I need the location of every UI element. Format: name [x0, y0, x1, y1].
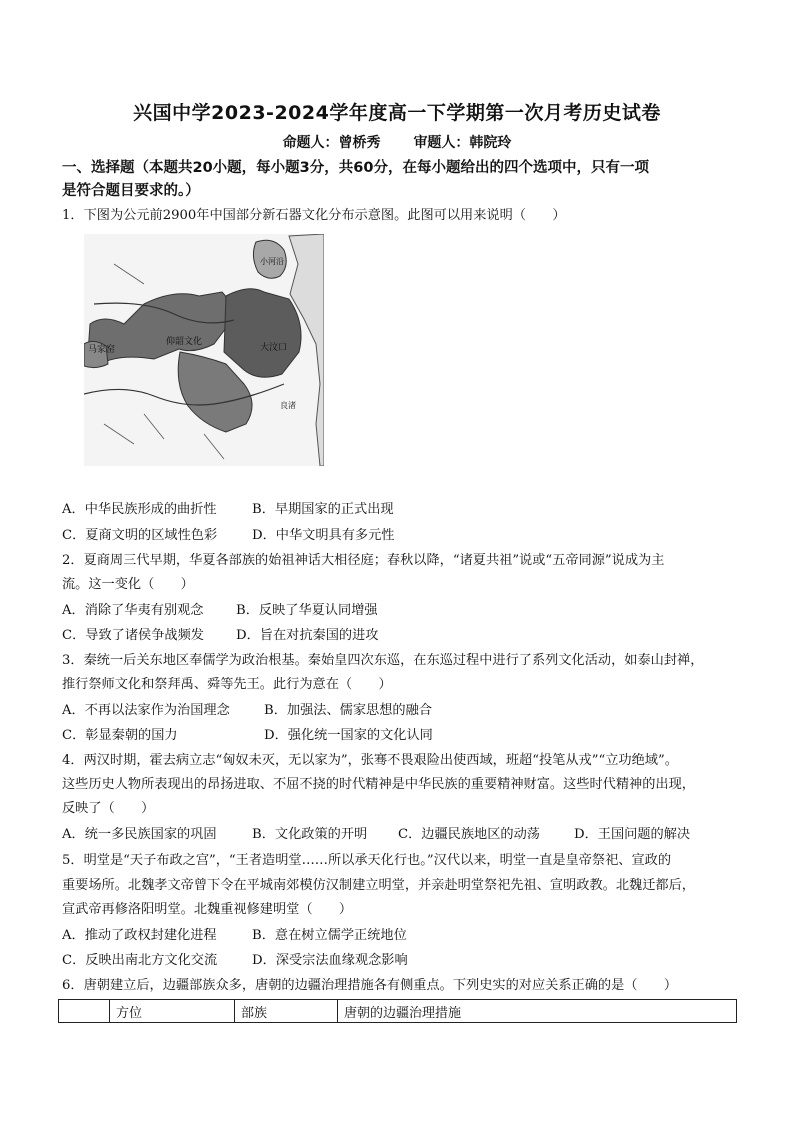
table-header-cell: 方位 — [110, 1000, 235, 1023]
q1-stem: 1．下图为公元前2900年中国部分新石器文化分布示意图。此图可以用来说明（ ） — [62, 208, 566, 223]
q5-stem-line3: 宣武帝再修洛阳明堂。北魏重视修建明堂（ ） — [62, 902, 353, 917]
map-label-majiayao: 马家窑 — [88, 345, 116, 355]
setter-name: 命题人：曾桥秀 — [282, 135, 381, 151]
q3-stem-line1: 3．秦统一后关东地区奉儒学为政治根基。秦始皇四次东巡，在东巡过程中进行了系列文化活动，如泰山封禅， — [62, 653, 704, 668]
exam-title: 兴国中学2023-2024学年度高一下学期第一次月考历史试卷 — [133, 102, 661, 124]
q4-option-d[interactable]: D．王国问题的解决 — [574, 827, 691, 842]
q5-stem-line2: 重要场所。北魏孝文帝曾下令在平城南郊模仿汉制建立明堂，并亲赴明堂祭祀先祖、宣明政教。北魏迁都后， — [62, 878, 695, 893]
q4-stem-line1: 4．两汉时期，霍去病立志“匈奴未灭，无以家为”，张骞不畏艰险出使西域，班超“投笔从戎”“立功绝域”。 — [62, 753, 678, 768]
q1-option-a[interactable]: A．中华民族形成的曲折性 — [62, 502, 217, 517]
q1-option-b[interactable]: B．早期国家的正式出现 — [252, 502, 394, 517]
q1-option-d[interactable]: D．中华文明具有多元性 — [252, 528, 395, 543]
q1-option-c[interactable]: C．夏商文明的区域性色彩 — [62, 528, 218, 543]
q2-stem-line1: 2．夏商周三代早期，华夏各部族的始祖神话大相径庭；春秋以降，“诸夏共祖”说或“五帝同源”说成为主 — [62, 553, 665, 568]
reviewer-name: 审题人：韩院玲 — [413, 135, 512, 151]
map-label-liangzhu: 良渚 — [280, 401, 296, 410]
q3-stem-line2: 推行祭师文化和祭拜禹、舜等先王。此行为意在（ ） — [62, 677, 392, 692]
map-label-dawenkou: 大汶口 — [260, 343, 288, 353]
q4-option-a[interactable]: A．统一多民族国家的巩固 — [62, 827, 217, 842]
section-heading-line1: 一、选择题（本题共20小题，每小题3分，共60分，在每小题给出的四个选项中，只有一项 — [62, 160, 649, 176]
q3-option-c[interactable]: C．彰显秦朝的国力 — [62, 728, 178, 743]
q4-option-b[interactable]: B．文化政策的开明 — [252, 827, 368, 842]
q2-option-c[interactable]: C．导致了诸侯争战频发 — [62, 628, 204, 643]
table-header-cell — [59, 1000, 110, 1023]
map-label-yangshao: 仰韶文化 — [166, 337, 203, 347]
q5-stem-line1: 5．明堂是“天子布政之宫”，“王者造明堂……所以承天化行也。”汉代以来，明堂一直是皇帝祭祀、宣政的 — [62, 853, 672, 868]
exam-authors — [0, 132, 794, 152]
q3-option-a[interactable]: A．不再以法家作为治国理念 — [62, 703, 230, 718]
q5-option-b[interactable]: B．意在树立儒学正统地位 — [252, 928, 407, 943]
q3-option-b[interactable]: B．加强法、儒家思想的融合 — [264, 703, 432, 718]
section-heading-line2: 是符合题目要求的。） — [62, 183, 200, 199]
q2-option-d[interactable]: D．旨在对抗秦国的进攻 — [236, 628, 379, 643]
table-header-cell: 唐朝的边疆治理措施 — [338, 1000, 737, 1023]
q4-stem-line3: 反映了（ ） — [62, 801, 155, 816]
q4-stem-line2: 这些历史人物所表现出的昂扬进取、不屈不挠的时代精神是中华民族的重要精神财富。这些时代精神的出现， — [62, 777, 695, 792]
table-header-cell: 部族 — [235, 1000, 338, 1023]
q5-option-d[interactable]: D．深受宗法血缘观念影响 — [252, 953, 408, 968]
q4-option-c[interactable]: C．边疆民族地区的动荡 — [398, 827, 540, 842]
q5-option-c[interactable]: C．反映出南北方文化交流 — [62, 953, 218, 968]
table-header-row — [59, 1000, 737, 1023]
q6-stem: 6．唐朝建立后，边疆部族众多，唐朝的边疆治理措施各有侧重点。下列史实的对应关系正确的是（ ） — [62, 978, 678, 993]
neolithic-culture-map — [84, 234, 324, 466]
map-label-xiaoheyan: 小河沿 — [260, 257, 284, 266]
q6-table — [58, 999, 737, 1023]
q2-stem-line2: 流。这一变化（ ） — [62, 577, 194, 592]
q5-option-a[interactable]: A．推动了政权封建化进程 — [62, 928, 217, 943]
q2-option-a[interactable]: A．消除了华夷有别观念 — [62, 603, 204, 618]
q2-option-b[interactable]: B．反映了华夏认同增强 — [236, 603, 378, 618]
q3-option-d[interactable]: D．强化统一国家的文化认同 — [264, 728, 433, 743]
